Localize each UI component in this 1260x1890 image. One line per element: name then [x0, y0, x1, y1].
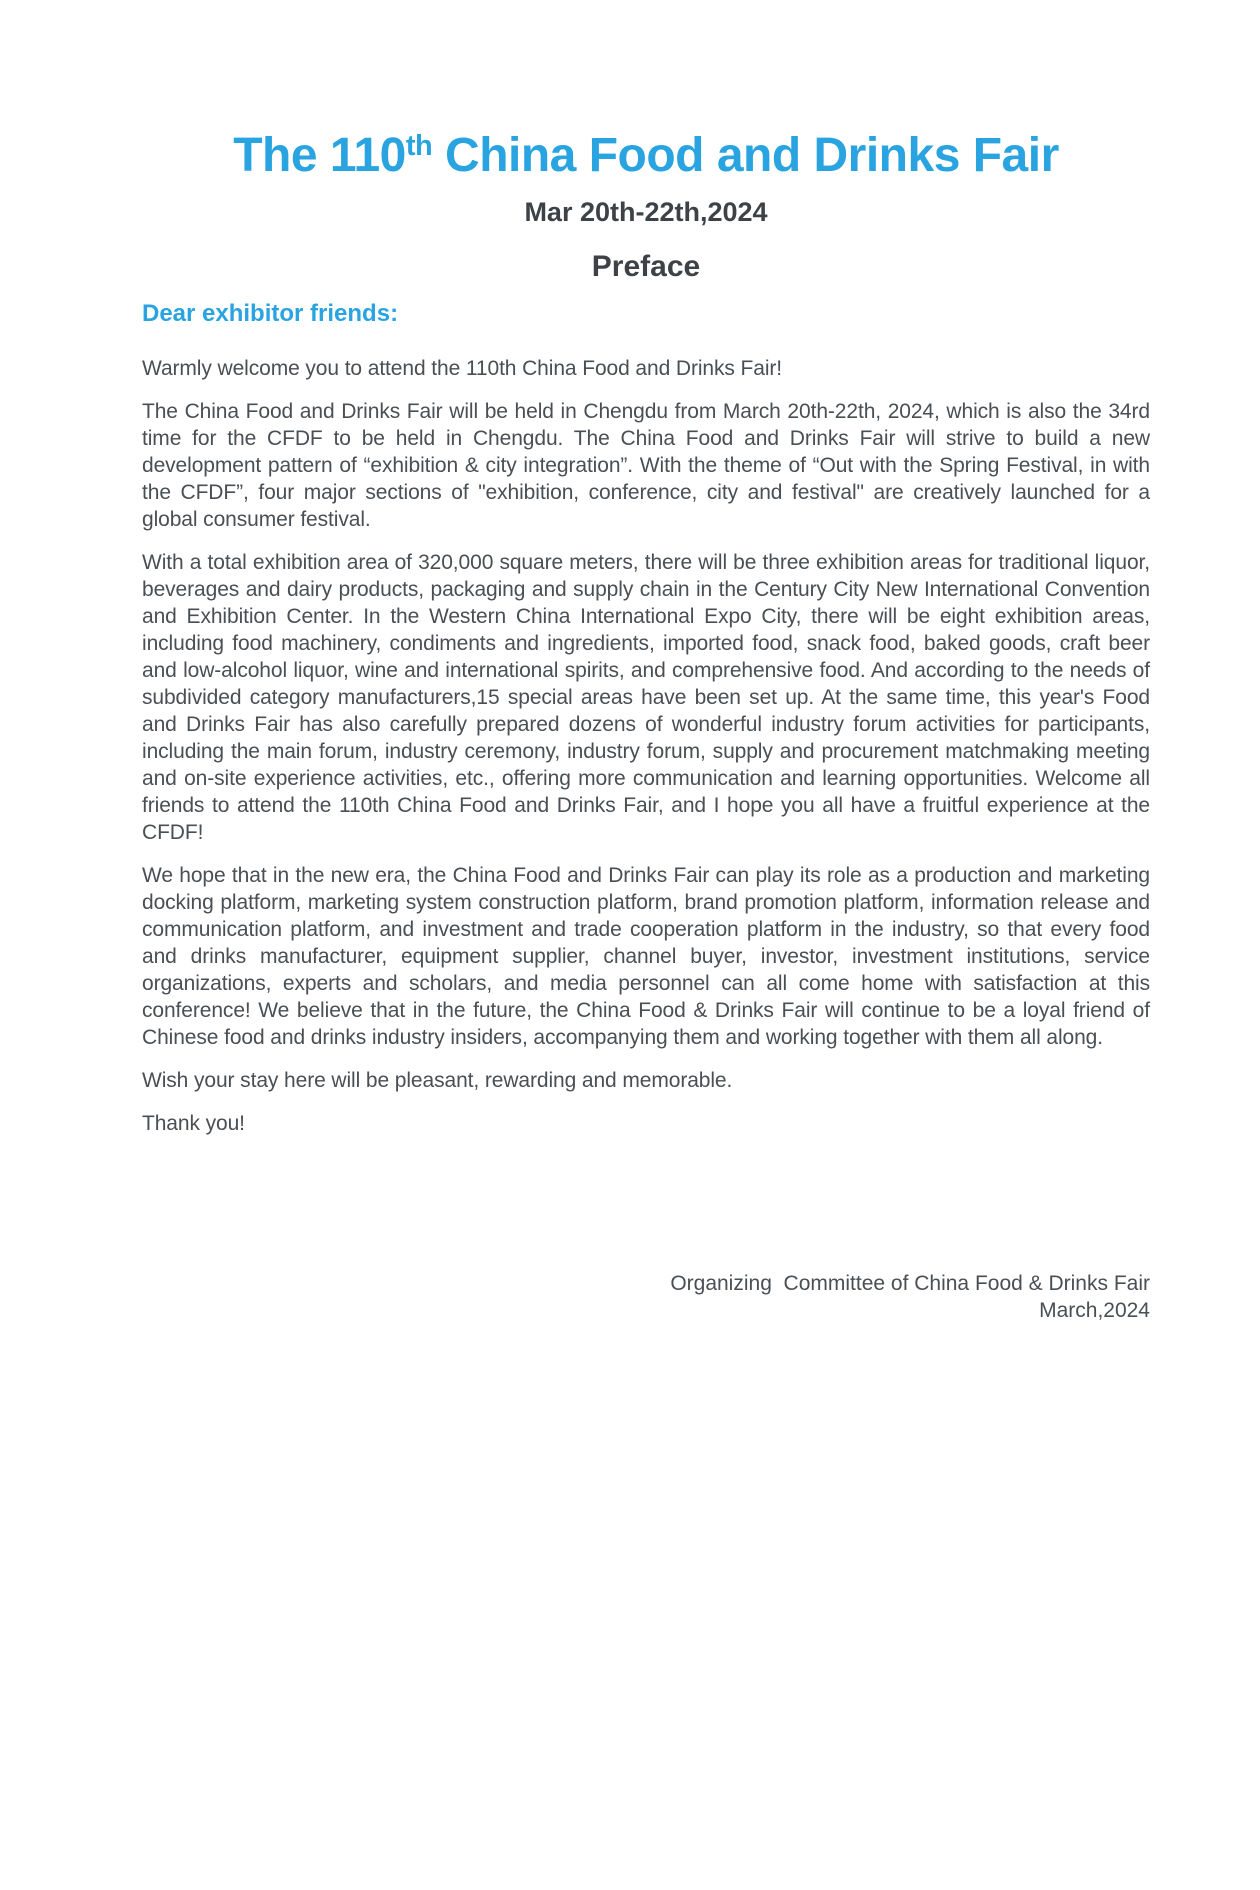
salutation: Dear exhibitor friends: [142, 300, 399, 328]
title-prefix: The 110 [233, 129, 406, 182]
paragraph-overview: The China Food and Drinks Fair will be held in Chengdu from March 20th-22th, 2024, which is also the 34rd time for the CFDF to be held in Chengdu. The China Food and Drinks Fair will strive to build a new development pattern of “exhibition & city integration”. With the theme of “Out with the Spring Festival, in with the CFDF”, four major sections of "exhibition, conference, city and festival" are creatively launched for a global consumer festival. [142, 400, 1150, 532]
preface-heading: Preface [591, 250, 701, 284]
paragraph-welcome: Warmly welcome you to attend the 110th China Food and Drinks Fair! [142, 357, 783, 381]
letter-body [142, 355, 1150, 1137]
paragraph-platforms: We hope that in the new era, the China Food and Drinks Fair can play its role as a production and marketing docking platform, marketing system construction platform, brand promotion platform, information release and communication platform, and investment and trade cooperation platform in the industry, so that every food and drinks manufacturer, equipment supplier, channel buyer, investor, investment institutions, service organizations, experts and scholars, and media personnel can all come home with satisfaction at this conference! We believe that in the future, the China Food & Drinks Fair will continue to be a loyal friend of Chinese food and drinks industry insiders, accompanying them and working together with them all along. [142, 864, 1150, 1050]
signature-organization: Organizing Committee of China Food & Drinks Fair [670, 1272, 1150, 1296]
paragraph-exhibition-areas: With a total exhibition area of 320,000 square meters, there will be three exhibition areas for traditional liquor, beverages and dairy products, packaging and supply chain in the Century City New International Convention and Exhibition Center. In the Western China International Expo City, there will be eight exhibition areas, including food machinery, condiments and ingredients, imported food, snack food, baked goods, craft beer and low-alcohol liquor, wine and international spirits, and comprehensive food. And according to the needs of subdivided category manufacturers,15 special areas have been set up. At the same time, this year's Food and Drinks Fair has also carefully prepared dozens of wonderful industry forum activities for participants, including the main forum, industry ceremony, industry forum, supply and procurement matchmaking meeting and on-site experience activities, etc., offering more communication and learning opportunities. Welcome all friends to attend the 110th China Food and Drinks Fair, and I hope you all have a fruitful experience at the CFDF! [142, 551, 1150, 845]
signature-date: March,2024 [1039, 1299, 1150, 1323]
paragraph-wish: Wish your stay here will be pleasant, rewarding and memorable. [142, 1069, 733, 1093]
title-superscript: th [405, 130, 433, 162]
document-content [142, 0, 1150, 1324]
event-date: Mar 20th-22th,2024 [524, 197, 768, 228]
signature-block [142, 1270, 1150, 1324]
paragraph-thanks: Thank you! [142, 1112, 245, 1136]
document-title [142, 0, 1150, 183]
title-suffix: China Food and Drinks Fair [432, 129, 1059, 182]
